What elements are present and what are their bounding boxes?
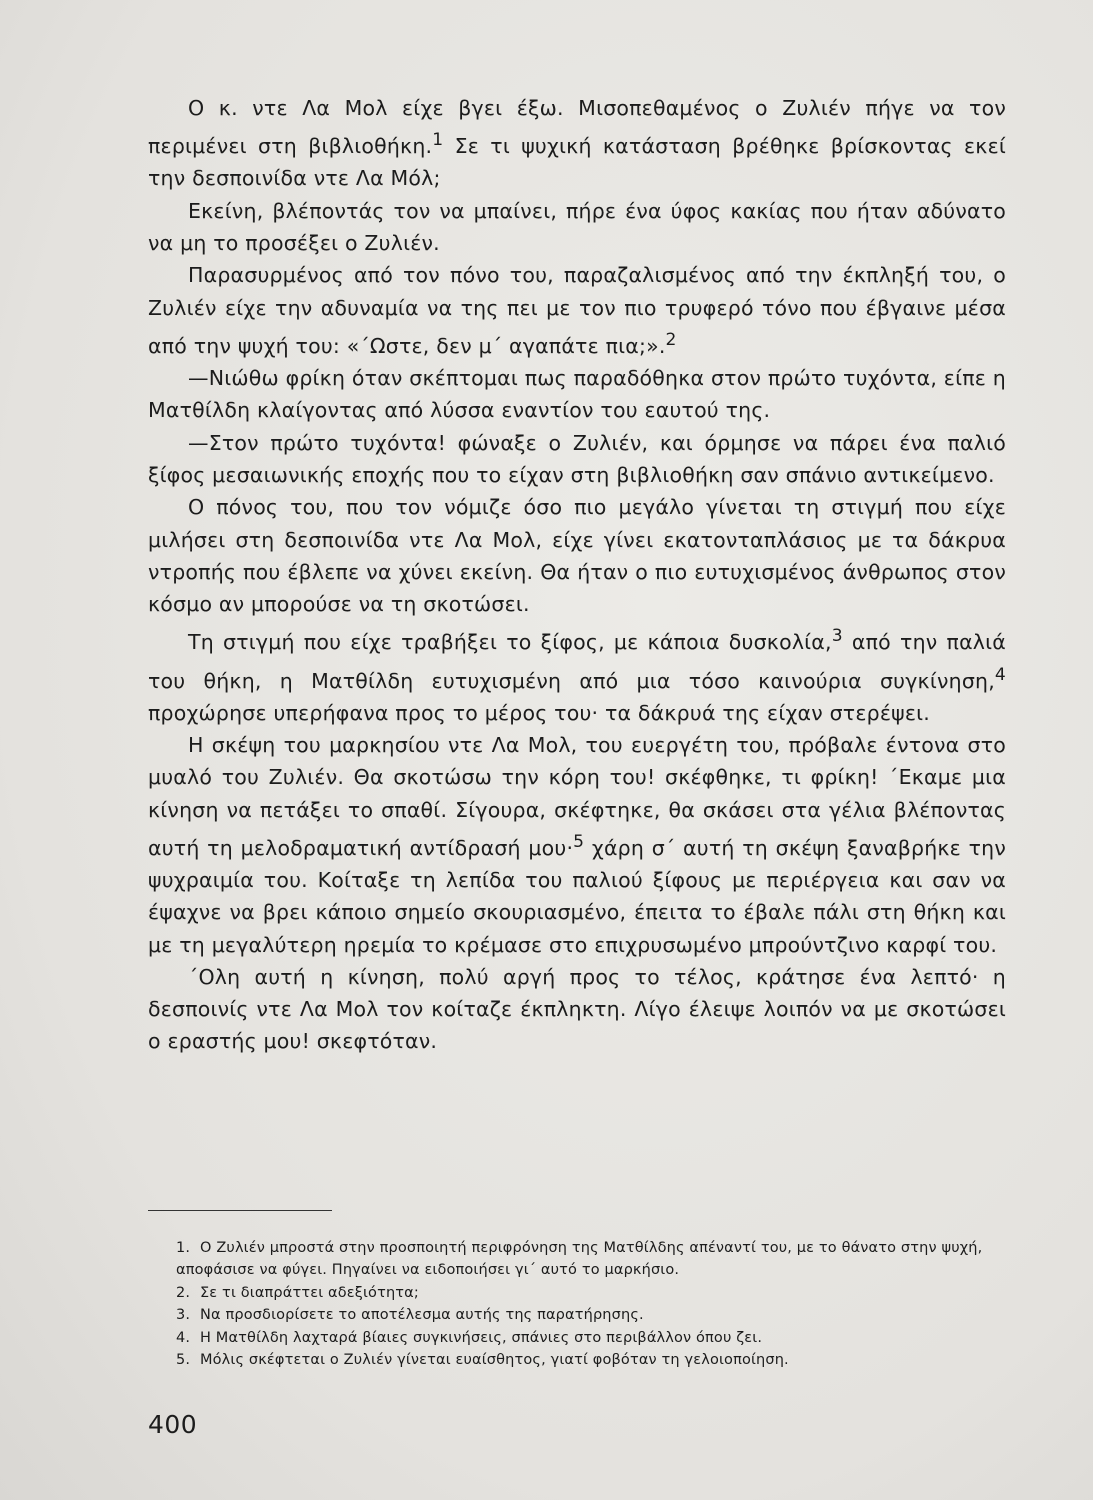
page-number: 400 bbox=[148, 1410, 198, 1439]
paragraph: Ο κ. ντε Λα Μολ είχε βγει έξω. Μισοπεθαμένος ο Ζυλιέν πήγε να τον περιμένει στη βιβλιοθήκη.$^1$ Σε τι ψυχική κατάσταση βρέθηκε βρίσκοντας εκεί την δεσποινίδα ντε Λα Μόλ; bbox=[148, 96, 1006, 191]
footnote-ref: 2 bbox=[665, 329, 677, 350]
paragraph: Η σκέψη του μαρκησίου ντε Λα Μολ, του ευεργέτη του, πρόβαλε έντονα στο μυαλό του Ζυλιέν. Θα σκοτώσω την κόρη του! σκέφθηκε, τι φρίκη! ΄Εκαμε μια κίνηση να πετάξει το σπαθί. Σίγουρα, σκέφτηκε, θα σκάσει στα γέλια βλέποντας αυτή τη μελοδραματική αντίδρασή μου·$^5$ χάρη σ΄ αυτή τη σκέψη ξαναβρήκε την ψυχραιμία του. Κοίταξε τη λεπίδα του παλιού ξίφους με περιέργεια και σαν να έψαχνε να βρει κάποιο σημείο σκουριασμένο, έπειτα το έβαλε πάλι στη θήκη και με τη μεγαλύτερη ηρεμία το κρέμασε στο επιχρυσωμένο μπρούντζινο καρφί του. bbox=[148, 732, 1006, 957]
footnote-divider bbox=[148, 1210, 332, 1211]
footnote: 3. Να προσδιορίσετε το αποτέλεσμα αυτής της παρατήρησης. bbox=[176, 1307, 644, 1324]
paragraph: —Νιώθω φρίκη όταν σκέπτομαι πως παραδόθηκα στον πρώτο τυχόντα, είπε η Ματθίλδη κλαίγοντας από λύσσα εναντίον του εαυτού της. bbox=[148, 366, 1006, 423]
paragraph: ΄Ολη αυτή η κίνηση, πολύ αργή προς το τέλος, κράτησε ένα λεπτό· η δεσποινίς ντε Λα Μολ τον κοίταζε έκπληκτη. Λίγο έλειψε λοιπόν να με σκοτώσει ο εραστής μου! σκεφτόταν. bbox=[148, 964, 1006, 1054]
footnote-ref: 1 bbox=[432, 130, 444, 151]
footnote: 2. Σε τι διαπράττει αδεξιότητα; bbox=[176, 1284, 419, 1301]
paragraph: Παρασυρμένος από τον πόνο του, παραζαλισμένος από την έκπληξή του, ο Ζυλιέν είχε την αδυναμία να της πει με τον πιο τρυφερό τόνο που έβγαινε μέσα από την ψυχή του: «΄Ωστε, δεν μ΄ αγαπάτε πια;».$^2$ bbox=[148, 263, 1006, 358]
footnotes bbox=[148, 1237, 1006, 1371]
main-text bbox=[148, 92, 1006, 1058]
footnote: 5. Μόλις σκέφτεται ο Ζυλιέν γίνεται ευαίσθητος, γιατί φοβόταν τη γελοιοποίηση. bbox=[176, 1352, 789, 1369]
footnote: 1. Ο Ζυλιέν μπροστά στην προσποιητή περιφρόνηση της Ματθίλδης απέναντί του, με το θάνατο στην ψυχή, αποφάσισε να φύγει. Πηγαίνει να ειδοποιήσει γι΄ αυτό το μαρκήσιο. bbox=[176, 1240, 983, 1279]
footnote: 4. Η Ματθίλδη λαχταρά βίαιες συγκινήσεις, σπάνιες στο περιβάλλον όπου ζει. bbox=[176, 1329, 763, 1346]
paragraph: Εκείνη, βλέποντάς τον να μπαίνει, πήρε ένα ύφος κακίας που ήταν αδύνατο να μη το προσέξει ο Ζυλιέν. bbox=[148, 198, 1006, 256]
footnote-ref: 5 bbox=[573, 831, 585, 852]
footnote-ref: 3 bbox=[831, 626, 843, 647]
paragraph: —Στον πρώτο τυχόντα! φώναξε ο Ζυλιέν, και όρμησε να πάρει ένα παλιό ξίφος μεσαιωνικής εποχής που το είχαν στη βιβλιοθήκη σαν σπάνιο αντικείμενο. bbox=[148, 430, 1006, 487]
paragraph: Τη στιγμή που είχε τραβήξει το ξίφος, με κάποια δυσκολία,$^3$ από την παλιά του θήκη, η Ματθίλδη ευτυχισμένη από μια τόσο καινούρια συγκίνηση,$^4$ προχώρησε υπερήφανα προς το μέρος του· τα δάκρυά της είχαν στερέψει. bbox=[148, 626, 1006, 725]
footnote-ref: 4 bbox=[994, 664, 1006, 685]
paragraph: Ο πόνος του, που τον νόμιζε όσο πιο μεγάλο γίνεται τη στιγμή που είχε μιλήσει στη δεσποινίδα ντε Λα Μολ, είχε γίνει εκατονταπλάσιος με τα δάκρυα ντροπής που έβλεπε να χύνει εκείνη. Θα ήταν ο πιο ευτυχισμένος άνθρωπος στον κόσμο αν μπορούσε να τη σκοτώσει. bbox=[148, 495, 1006, 617]
